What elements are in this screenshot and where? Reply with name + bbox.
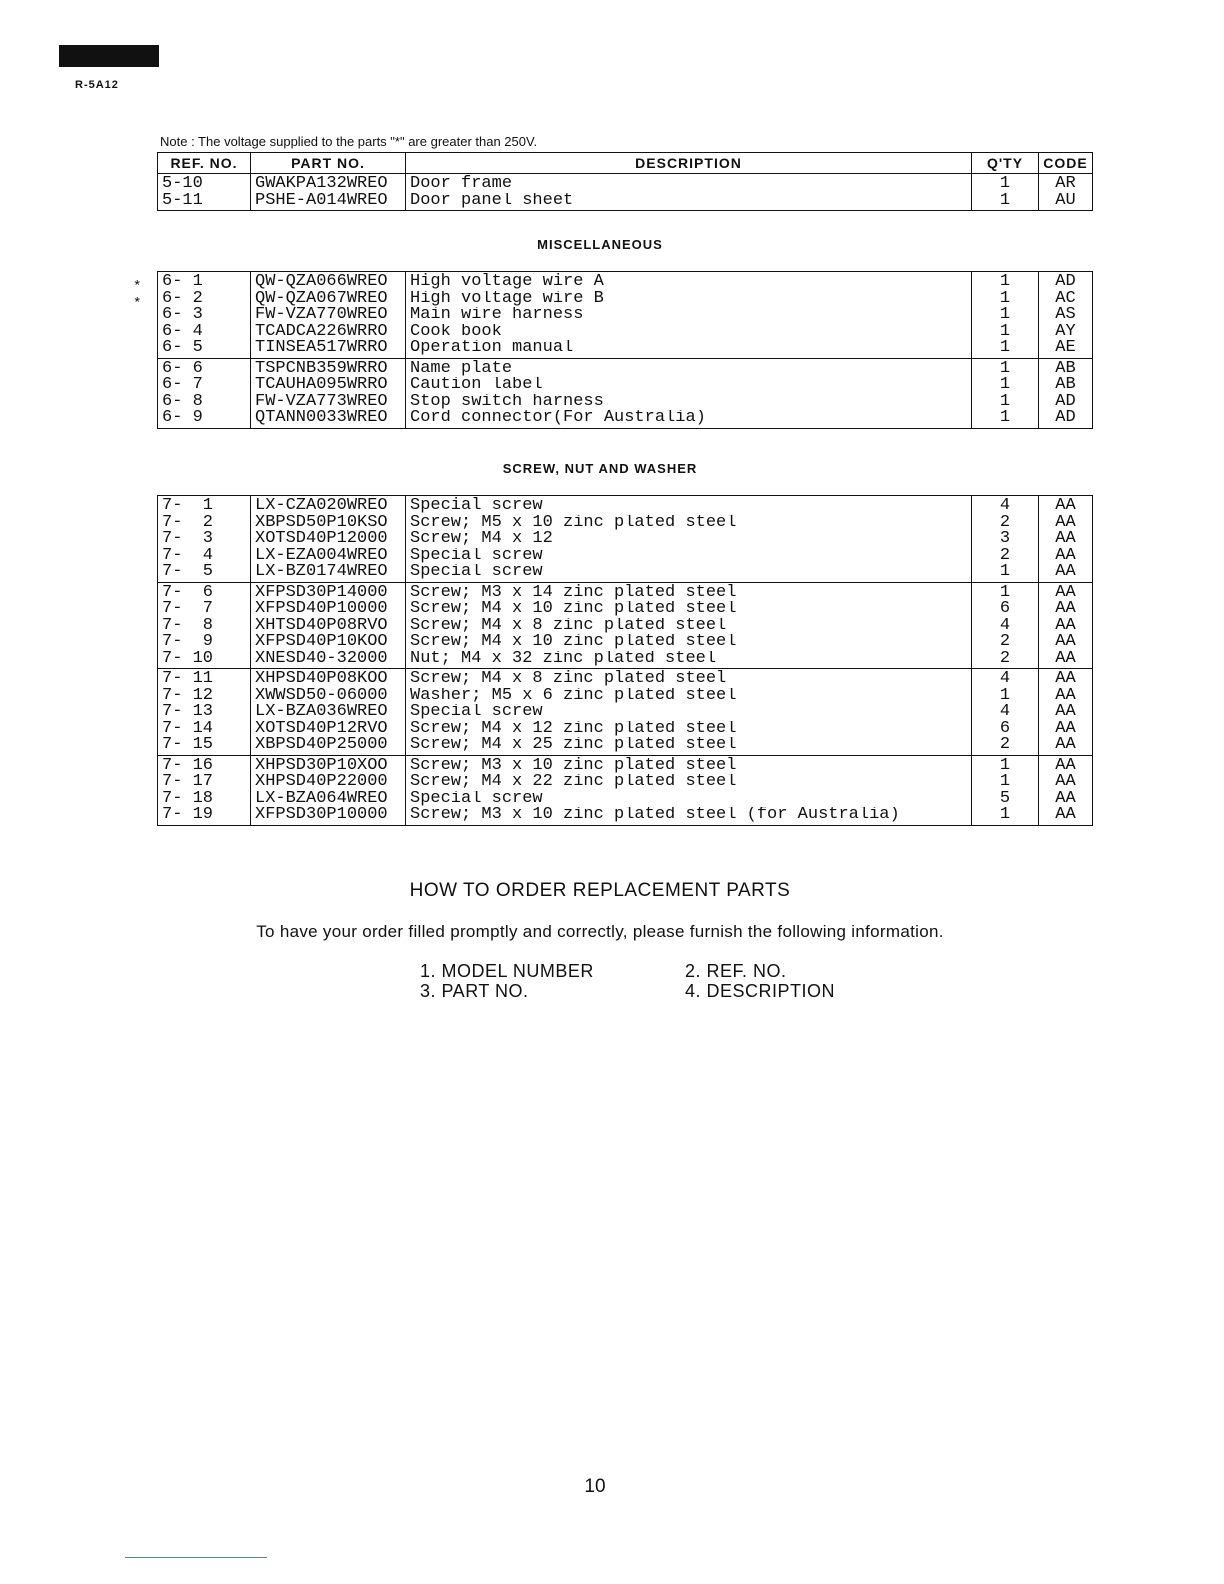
description-cell: High voltage wire B <box>406 291 972 308</box>
table-row <box>158 755 1093 774</box>
description-cell: Screw; M4 x 8 zinc plated steel <box>406 618 972 635</box>
description-cell: Screw; M3 x 14 zinc plated steel <box>406 582 972 601</box>
qty-cell: 6 <box>972 721 1039 738</box>
screw-parts-table <box>157 495 1093 826</box>
part-cell: XHPSD30P10XOO <box>251 755 406 774</box>
code-cell: AA <box>1039 582 1093 601</box>
ref-cell: 7- 12 <box>158 688 251 705</box>
code-cell: AD <box>1039 394 1093 411</box>
high-voltage-marker: * <box>133 279 142 295</box>
table-row <box>158 291 1093 308</box>
table-row <box>158 515 1093 532</box>
ref-cell: 7- 10 <box>158 651 251 669</box>
col-header-code: CODE <box>1039 153 1093 174</box>
how-to-order-title: HOW TO ORDER REPLACEMENT PARTS <box>409 880 791 901</box>
table-row <box>158 377 1093 394</box>
description-cell: Screw; M4 x 22 zinc plated steel <box>406 774 972 791</box>
table-row <box>158 358 1093 377</box>
description-cell: Screw; M4 x 8 zinc plated steel <box>406 669 972 688</box>
code-cell: AS <box>1039 307 1093 324</box>
voltage-note: Note : The voltage supplied to the parts "*" are greater than 250V. <box>160 134 538 149</box>
part-cell: TSPCNB359WRRO <box>251 358 406 377</box>
table-row <box>158 307 1093 324</box>
section-title-miscellaneous: MISCELLANEOUS <box>537 237 663 252</box>
code-cell: AA <box>1039 531 1093 548</box>
col-header-part: PART NO. <box>251 153 406 174</box>
order-item: 3. PART NO. <box>420 981 529 1001</box>
part-cell: XWWSD50-06000 <box>251 688 406 705</box>
code-cell: AA <box>1039 634 1093 651</box>
description-cell: Stop switch harness <box>406 394 972 411</box>
qty-cell: 1 <box>972 755 1039 774</box>
description-cell: Screw; M4 x 12 zinc plated steel <box>406 721 972 738</box>
part-cell: LX-CZA020WREO <box>251 496 406 515</box>
ref-cell: 6- 4 <box>158 324 251 341</box>
part-cell: GWAKPA132WREO <box>251 174 406 193</box>
qty-cell: 1 <box>972 193 1039 211</box>
description-cell: Special screw <box>406 564 972 582</box>
code-cell: AA <box>1039 774 1093 791</box>
part-cell: FW-VZA773WREO <box>251 394 406 411</box>
high-voltage-marker: * <box>133 296 142 312</box>
ref-cell: 7- 15 <box>158 737 251 755</box>
ref-cell: 7- 1 <box>158 496 251 515</box>
ref-cell: 6- 7 <box>158 377 251 394</box>
miscellaneous-parts-table <box>157 271 1093 429</box>
ref-cell: 6- 3 <box>158 307 251 324</box>
ref-cell: 6- 2 <box>158 291 251 308</box>
ref-cell: 7- 11 <box>158 669 251 688</box>
ref-cell: 7- 3 <box>158 531 251 548</box>
ref-cell: 5-10 <box>158 174 251 193</box>
code-cell: AA <box>1039 755 1093 774</box>
description-cell: Main wire harness <box>406 307 972 324</box>
qty-cell: 1 <box>972 272 1039 291</box>
table-row <box>158 721 1093 738</box>
table-row <box>158 582 1093 601</box>
part-cell: TCADCA226WRRO <box>251 324 406 341</box>
table-row <box>158 737 1093 755</box>
table-row <box>158 704 1093 721</box>
part-cell: FW-VZA770WREO <box>251 307 406 324</box>
code-cell: AA <box>1039 737 1093 755</box>
description-cell: Special screw <box>406 704 972 721</box>
qty-cell: 4 <box>972 618 1039 635</box>
description-cell: Screw; M4 x 10 zinc plated steel <box>406 601 972 618</box>
code-cell: AB <box>1039 377 1093 394</box>
description-cell: Nut; M4 x 32 zinc plated steel <box>406 651 972 669</box>
code-cell: AA <box>1039 669 1093 688</box>
order-item: 1. MODEL NUMBER <box>420 961 594 981</box>
table-row <box>158 669 1093 688</box>
ref-cell: 7- 19 <box>158 807 251 825</box>
order-instruction: To have your order filled promptly and correctly, please furnish the following information. <box>256 922 944 941</box>
ref-cell: 6- 6 <box>158 358 251 377</box>
code-cell: AE <box>1039 340 1093 358</box>
qty-cell: 1 <box>972 340 1039 358</box>
qty-cell: 2 <box>972 634 1039 651</box>
table-row <box>158 651 1093 669</box>
part-cell: XOTSD40P12RVO <box>251 721 406 738</box>
qty-cell: 1 <box>972 324 1039 341</box>
code-cell: AA <box>1039 618 1093 635</box>
table-row <box>158 394 1093 411</box>
ref-cell: 6- 8 <box>158 394 251 411</box>
qty-cell: 2 <box>972 651 1039 669</box>
code-cell: AA <box>1039 496 1093 515</box>
code-cell: AU <box>1039 193 1093 211</box>
part-cell: LX-EZA004WREO <box>251 548 406 565</box>
table-row <box>158 601 1093 618</box>
ref-cell: 5-11 <box>158 193 251 211</box>
part-cell: XHPSD40P22000 <box>251 774 406 791</box>
qty-cell: 2 <box>972 515 1039 532</box>
part-cell: LX-BZA064WREO <box>251 791 406 808</box>
table-row <box>158 548 1093 565</box>
qty-cell: 4 <box>972 669 1039 688</box>
description-cell: Door frame <box>406 174 972 193</box>
code-cell: AD <box>1039 272 1093 291</box>
part-cell: LX-BZA036WREO <box>251 704 406 721</box>
description-cell: Screw; M5 x 10 zinc plated steel <box>406 515 972 532</box>
code-cell: AR <box>1039 174 1093 193</box>
table-row <box>158 774 1093 791</box>
description-cell: Screw; M4 x 25 zinc plated steel <box>406 737 972 755</box>
model-number: R-5A12 <box>75 79 119 91</box>
table-row <box>158 791 1093 808</box>
ref-cell: 7- 4 <box>158 548 251 565</box>
code-cell: AA <box>1039 651 1093 669</box>
description-cell: Screw; M3 x 10 zinc plated steel (for Australia) <box>406 807 972 825</box>
door-parts-table <box>157 152 1093 211</box>
qty-cell: 1 <box>972 291 1039 308</box>
part-cell: QW-QZA067WREO <box>251 291 406 308</box>
col-header-ref: REF. NO. <box>158 153 251 174</box>
part-cell: XNESD40-32000 <box>251 651 406 669</box>
code-cell: AD <box>1039 410 1093 428</box>
col-header-qty: Q'TY <box>972 153 1039 174</box>
qty-cell: 1 <box>972 807 1039 825</box>
part-cell: XFPSD40P10KOO <box>251 634 406 651</box>
ref-cell: 7- 2 <box>158 515 251 532</box>
ref-cell: 6- 1 <box>158 272 251 291</box>
description-cell: Screw; M4 x 10 zinc plated steel <box>406 634 972 651</box>
qty-cell: 1 <box>972 564 1039 582</box>
description-cell: Screw; M3 x 10 zinc plated steel <box>406 755 972 774</box>
code-cell: AA <box>1039 721 1093 738</box>
qty-cell: 1 <box>972 377 1039 394</box>
code-cell: AA <box>1039 548 1093 565</box>
part-cell: QW-QZA066WREO <box>251 272 406 291</box>
table-row <box>158 496 1093 515</box>
qty-cell: 2 <box>972 548 1039 565</box>
page-number: 10 <box>584 1476 606 1497</box>
ref-cell: 7- 8 <box>158 618 251 635</box>
description-cell: Cord connector(For Australia) <box>406 410 972 428</box>
part-cell: XFPSD30P14000 <box>251 582 406 601</box>
part-cell: XBPSD50P10KSO <box>251 515 406 532</box>
ref-cell: 7- 9 <box>158 634 251 651</box>
description-cell: Caution label <box>406 377 972 394</box>
description-cell: Operation manual <box>406 340 972 358</box>
table-row <box>158 410 1093 428</box>
code-cell: AA <box>1039 564 1093 582</box>
part-cell: XFPSD40P10000 <box>251 601 406 618</box>
description-cell: High voltage wire A <box>406 272 972 291</box>
code-cell: AB <box>1039 358 1093 377</box>
table-row <box>158 688 1093 705</box>
qty-cell: 4 <box>972 704 1039 721</box>
ref-cell: 7- 6 <box>158 582 251 601</box>
table-row <box>158 531 1093 548</box>
part-cell: XHPSD40P08KOO <box>251 669 406 688</box>
part-cell: QTANN0033WREO <box>251 410 406 428</box>
part-cell: TCAUHA095WRRO <box>251 377 406 394</box>
description-cell: Name plate <box>406 358 972 377</box>
ref-cell: 7- 16 <box>158 755 251 774</box>
description-cell: Screw; M4 x 12 <box>406 531 972 548</box>
part-cell: TINSEA517WRRO <box>251 340 406 358</box>
ref-cell: 6- 9 <box>158 410 251 428</box>
qty-cell: 3 <box>972 531 1039 548</box>
code-cell: AC <box>1039 291 1093 308</box>
table-row <box>158 634 1093 651</box>
table-row <box>158 340 1093 358</box>
code-cell: AA <box>1039 515 1093 532</box>
part-cell: XBPSD40P25000 <box>251 737 406 755</box>
qty-cell: 1 <box>972 582 1039 601</box>
description-cell: Cook book <box>406 324 972 341</box>
qty-cell: 1 <box>972 410 1039 428</box>
ref-cell: 6- 5 <box>158 340 251 358</box>
qty-cell: 1 <box>972 394 1039 411</box>
table-row <box>158 174 1093 193</box>
part-cell: LX-BZ0174WREO <box>251 564 406 582</box>
col-header-description: DESCRIPTION <box>406 153 972 174</box>
qty-cell: 1 <box>972 688 1039 705</box>
table-row <box>158 807 1093 825</box>
ref-cell: 7- 7 <box>158 601 251 618</box>
part-cell: XOTSD40P12000 <box>251 531 406 548</box>
qty-cell: 2 <box>972 737 1039 755</box>
description-cell: Special screw <box>406 496 972 515</box>
part-cell: PSHE-A014WREO <box>251 193 406 211</box>
ref-cell: 7- 14 <box>158 721 251 738</box>
code-cell: AA <box>1039 688 1093 705</box>
description-cell: Special screw <box>406 548 972 565</box>
qty-cell: 1 <box>972 307 1039 324</box>
code-cell: AA <box>1039 791 1093 808</box>
qty-cell: 5 <box>972 791 1039 808</box>
code-cell: AY <box>1039 324 1093 341</box>
qty-cell: 4 <box>972 496 1039 515</box>
table-row <box>158 272 1093 291</box>
ref-cell: 7- 5 <box>158 564 251 582</box>
description-cell: Special screw <box>406 791 972 808</box>
table-row <box>158 193 1093 211</box>
table-row <box>158 618 1093 635</box>
code-cell: AA <box>1039 807 1093 825</box>
ref-cell: 7- 17 <box>158 774 251 791</box>
qty-cell: 6 <box>972 601 1039 618</box>
qty-cell: 1 <box>972 358 1039 377</box>
part-cell: XFPSD30P10000 <box>251 807 406 825</box>
qty-cell: 1 <box>972 174 1039 193</box>
table-row <box>158 324 1093 341</box>
section-title-screw-nut-washer: SCREW, NUT AND WASHER <box>502 461 698 476</box>
order-item: 4. DESCRIPTION <box>685 981 836 1001</box>
qty-cell: 1 <box>972 774 1039 791</box>
footer-line <box>125 1557 267 1558</box>
header-black-bar <box>59 45 159 67</box>
description-cell: Door panel sheet <box>406 193 972 211</box>
ref-cell: 7- 13 <box>158 704 251 721</box>
order-item: 2. REF. NO. <box>685 961 787 981</box>
table-row <box>158 564 1093 582</box>
description-cell: Washer; M5 x 6 zinc plated steel <box>406 688 972 705</box>
code-cell: AA <box>1039 601 1093 618</box>
ref-cell: 7- 18 <box>158 791 251 808</box>
part-cell: XHTSD40P08RVO <box>251 618 406 635</box>
code-cell: AA <box>1039 704 1093 721</box>
